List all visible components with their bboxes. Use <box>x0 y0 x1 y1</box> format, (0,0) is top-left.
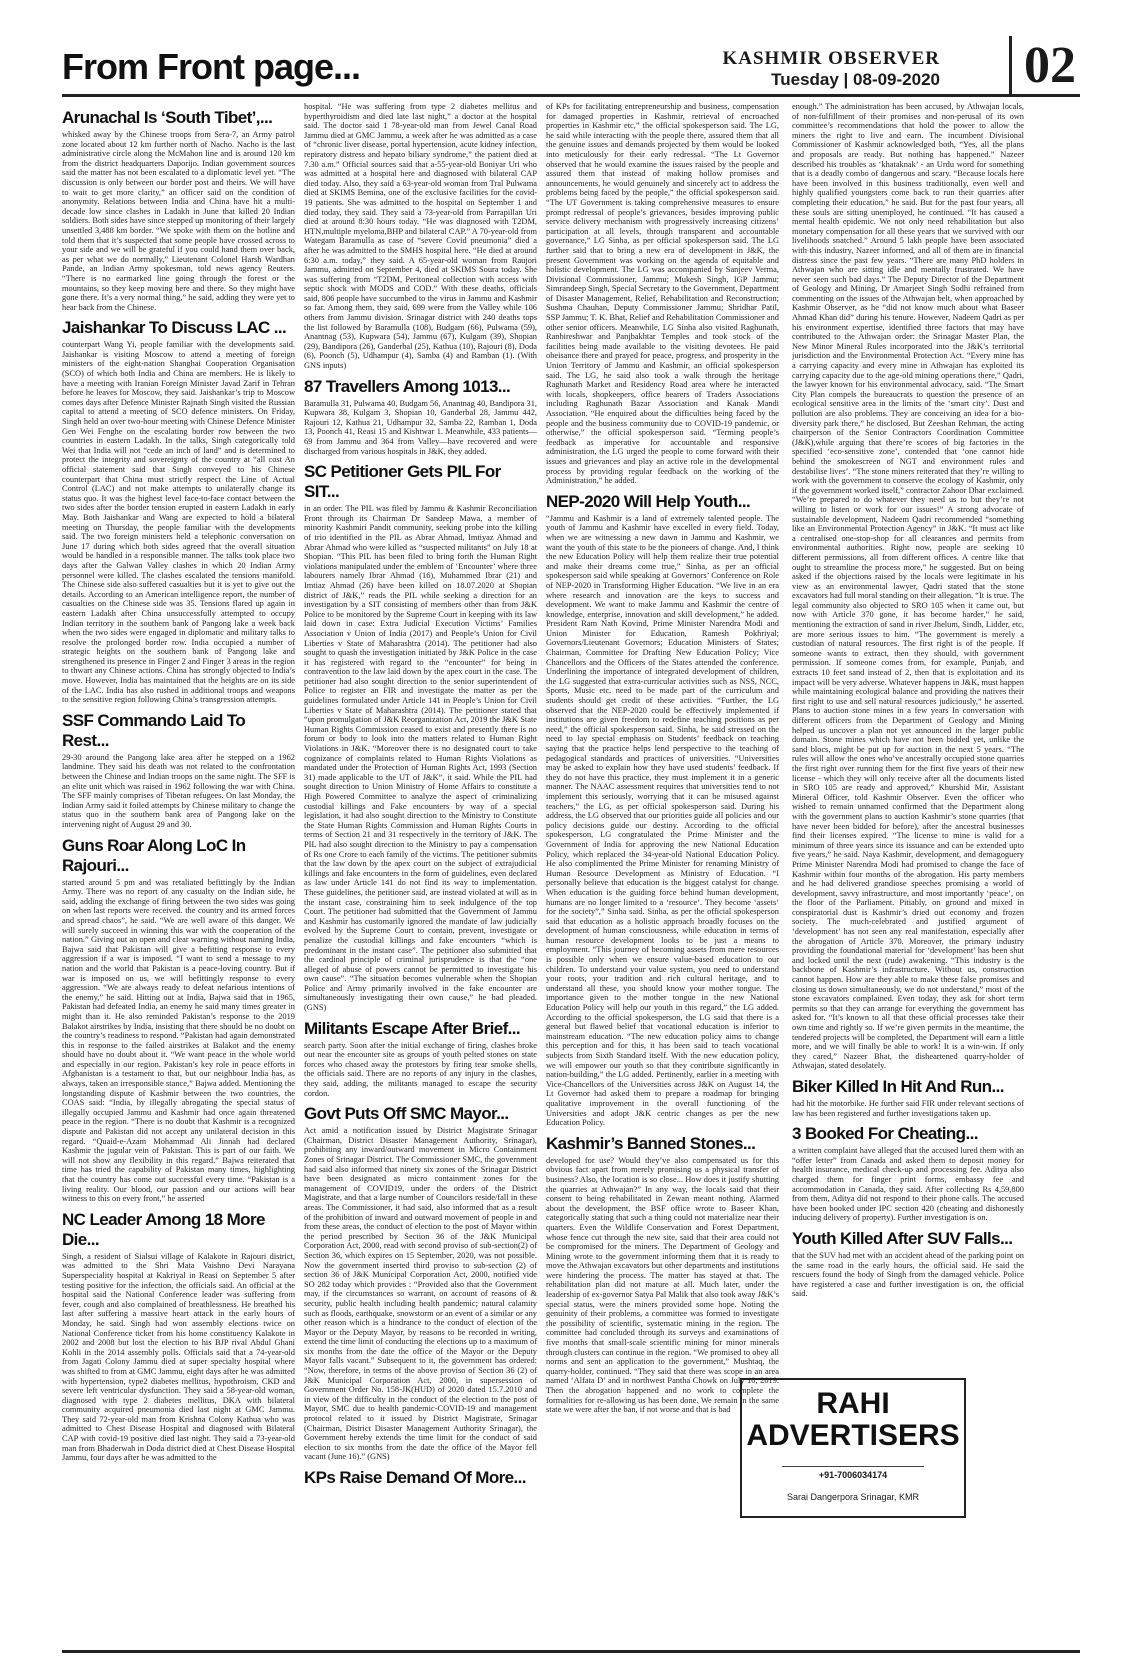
article-headline[interactable]: SSF Commando Laid To Rest... <box>62 710 246 750</box>
article-headline[interactable]: 87 Travellers Among 1013... <box>304 376 511 396</box>
article <box>304 1468 537 1488</box>
article-body: hospital. “He was suffering from type 2 diabetes mellitus and hyperthyroidism and died late last night,” a doctor at the hospital said. The doctor said 1 78-year-old man from Jewel Canal Road Jammu died at GMC Jammu, a week after he was admitted as a case of “chronic liver disease, portal hypertension, acute kidney infection, repiratory distress and hepato biliary syndrome,” the patient died at 7.30 a.m.” Official sources said that a-55-year-old Boniyar Uri who was admitted at a hospital here and diagnosed with bilateral CAP died today. Also, they said a 63-year-old woman from Tral Pulwama died at SKIMS Bemina, one of the exclusive facilities for the covid-19 patients. She was admitted to the hospital on September 1 and died today, they said. They said a 73-year-old from Parrapillan Uri died at around 8:30 hours today. “He was diagnosed with T2DM, HTN,multiple myeloma,BHP and bilateral CAP.” A 70-year-old from Wategam Baramulla as case of “severe Covid pneumonia” died a after he was admitted to the SMHS hospital here. “He died at around 6:30 a.m. today,” they said. A 65-year-old woman from Raujori Jammu, admitted on September 4, died at SKIMS Soura today. She was suffering from “T2DM, Peritoneal collection with access with septic shock with MODS and COD.” With these deaths, officials said, 806 people have succumbed to the virus in Jammu and Kashmir so far. Among them, they said, 699 were from the Valley while 106 others from Jammu division. Srinagar district with 240 deaths tops the list followed by Baramulla (108), Budgam (66), Pulwama (59), Anantnag (53), Kupwara (54), Jammu (67), Kulgam (39), Shopian (29), Bandipora (26), Ganderbal (25), Kathua (10), Rajouri (8), Doda (6), Poonch (5), Udhampur (4), Samba (4) and Ramban (1). (With GNS inputs) <box>304 102 537 371</box>
bottom-rule <box>62 1650 1080 1653</box>
article <box>546 492 779 1128</box>
article-headline[interactable]: KPs Raise Demand Of More... <box>304 1468 526 1487</box>
article <box>304 1104 537 1462</box>
article-headline[interactable]: SC Petitioner Gets PIL For SIT... <box>304 462 501 502</box>
article-body: 29-30 around the Pangong lake area after he stepped on a 1962 landmine. They said his death was not related to the confrontation between the Chinese and Indian troops on the same night. The SFF is an elite unit which was raised in 1962 following the war with China. The SFF mainly comprises of Tibetan refugees. On last Monday, the Indian Army said it foiled attempts by Chinese military to change the status quo in the southern bank area of Pangong lake on the intervening night of August 29 and 30. <box>62 752 295 829</box>
article-body: of KPs for facilitating entrepreneurship and business, compensation for damaged properties in Kashmir, retrieval of encroached properties in Kashmir etc,” the official spokesperson said. The LG, he said while interacting with the people there, assured them that all the genuine issues and demands projected by them would be looked into meticulously for their early redressal. “The Lt Governor observed that he would examine the issues raised by the people and assured them that instead of making hollow promises and announcements, he would genuinely and sincerely act to address the problems being faced by the people,” the official spokesperson said. “The UT Government is taking comprehensive measures to ensure prompt redressal of people’s grievances, besides improving public service delivery mechanism with progressively increasing citizens’ participation at all levels, through transparent and accountable governance,” LG Sinha, as per official spokesperson said. The LG further said that to bring a new era of development in J&K, the present Government was working on the agenda of equitable and holistic development. The LG was accompanied by Sanjeev Verma, Divisional Commissioner, Jammu; Mukesh Singh, IGP Jammu; Simrandeep Singh, Special Secretary to the Government, Department of Disaster Management, Relief, Rehabilitation and Reconstruction; Sushma Chauhan, Deputy Commissioner Jammu; Shridhar Patil, SSP Jammu; T. K. Bhat, Relief and Rehabilitation Commissioner and other senior officers. Meanwhile, LG Sinha also visited Raghunath, Ranbireshwar and Panjbakhtar Temples and took stock of the facilities being made available to the visiting devotees. He paid obeisance there and prayed for peace, progress, and prosperity in the Union Territory of Jammu and Kashmir, an official spokesperson said. The LG, he said also took a walk through the heritage Raghunath Market and Residency Road area where he interacted with locals, shopkeepers, office bearers of Traders Associations including Raghunath Bazar Association and Kanak Mandi Association. “He enquired about the difficulties being faced by the people and the business community due to COVID-19 pandemic, or otherwise,” the official spokesperson said. “Terming people’s feedback as imperative for accountable and responsive administration, the LG urged the people to come forward with their issues and grievances and play an active role in the developmental process by providing regular feedback on the working of the Administration,” he added. <box>546 102 779 486</box>
ad-business-name <box>742 1388 964 1452</box>
article <box>792 1124 1024 1223</box>
article-body: whisked away by the Chinese troops from Sera-7, an Army patrol zone located about 12 km further north of Nacho. Nacho is the last administrative circle along the McMahon line and is around 120 km from the district headquarters Daporijo. Indian government sources said the matter has not been escalated to a diplomatic level yet. “The discussion is only between our border post and theirs. We will have to wait to get more clarity,” an officer said on the condition of anonymity. Relations between India and China have hit a multi-decade low since clashes in Ladakh in June that killed 20 Indian soldiers. Both sides have since stepped up monitoring of their largely unsettled 3,488 km border. “We spoke with them on the hotline and told them that it’s suspected that some people have crossed across to your side and we will be grateful if you could hand them over back, as per what we do normally,” Lieutenant Colonel Harsh Wardhan Pande, an Indian Army spokesman, told news agency Reuters. “There is no earmarked line going through the forest or the mountains, so they keep moving here and there. So they might have gone there. It’s a very normal thing,” he said, adding they were yet to hear back from the Chinese. <box>62 130 295 312</box>
article <box>546 1134 779 1415</box>
article-headline[interactable]: Guns Roar Along LoC In Rajouri... <box>62 835 246 875</box>
article-body: in an order. The PIL was filed by Jammu & Kashmir Reconciliation Front through its Chairman Dr Sandeep Mawa, a member of minority Kashmiri Pandit community, seeking probe into the killing of trio identified in the PIL as Abrar Ahmad, Imtiyaz Ahmad and Abrar Ahmad who were killed as “suspected militants” on July 18 at Shopian. “This PIL has been filed to bring forth the Human Right violations manipulated under the emblem of ‘Encounter’ where three labourers namely Ibrar Ahmad (16), Muhammed Ibrar (21) and Imtiaz Ahmad (26) have been killed on 18.07.2020 at Shopian district of J&K,” reads the PIL while seeking a direction for an investigation by a SIT consisting of members other than from J&K Police to be monitored by the Supreme Court in keeping with its law laid down in case: Extra Judicial Execution Victims’ Families Association v Union of India (2017) and People’s Union for Civil Liberties v State of Maharashtra (2014). The petitioner had also sought to quash the investigation initiated by J&K Police in the case it has registered with regard to the “encounter” for being in contravention to the law laid down by the apex court in the case. The petitioner had also sought direction to the senior superintendent of Police to register an FIR and investigate the matter as per the guidelines formulated under Article 141 in People’s Union for Civil Liberties v State of Maharashtra (2014). The petitioner stated that “upon promulgation of J&K Reorganization Act, 2019 the J&K State Human Rights Commission ceased to exist and presently there is no forum or body to look into the matters related to Human Right Violations in J&K. “Moreover there is no designated court to take cognizance of complaints related to Human Rights Violations as mandated under the Protection of Human Rights Act, 1993 (Section 31) made applicable to the UT of J&K”, it said. While the PIL had sought direction to Union Ministry of Home Affairs to constitute a High Powered Committee to analyze the aspect of criminalizing custodial killings and Fake encounters by way of a special legislation, it had also sought direction to the Ministry to Constitute the State Human Rights Commission and Human Rights Courts in terms of Section 21 and 31 respectively in the territory of J&K. The PIL had also sought direction to the Ministry to pay a compensation of Rs one Crore to each family of the victims. The petitioner submits that the law down by the apex court on the subject of extrajudicial killings and fake encounters in the form of guidelines, even declared as law under Article 141 do not find its way to implementation. These guidelines, the petitioner said, are instead violated at will as in the instant case, constraining him to seek indulgence of the top Court. The petitioner had submitted that the Government of Jammu and Kashmir has customarily ignored the mandate of law judicially evolved by the Supreme Court to contain, prevent, investigate or penalize the custodial killings and fake encounters “which is predominant in the instant case”. The petitioner also submitted that the cardinal principle of criminal jurisprudence is that the “one alleged of abuse of powers cannot be permitted to investigate his own cause”. “The situation becomes vulnerable when the Shopian Police and Army primarily involved in the fake encounter are simultaneously investigating their own cause,” he had pleaded. (GNS) <box>304 504 537 1013</box>
column-4 <box>792 102 1024 1370</box>
article-body: had hit the motorbike. He further said FIR under relevant sections of law has been registered and further investigations taken up. <box>792 1098 1024 1118</box>
article-body: Act amid a notification issued by District Magistrate Srinagar (Chairman, District Disaster Management Authority, Srinagar), prohibiting any inward/outward movement in Micro Containment Zones of Srinagar District. The Commissioner SMC, the government had said also informed that ninety six zones of the Srinagar District have been designated as micro containment zones for the management of COVID19, under the orders of the District Magistrate, and that a large number of Councilors reside/fall in these areas. The Commissioner, it had said, also informed that as a result of the prohibition of inward and outward movement of people in and from these areas, the conduct of election to the post of Mayor within the period prescribed by Section 36 of the J&K Municipal Corporation Act, 2000, read with second proviso of sub-section(2) of Section 36, which expires on 15 September, 2020, was not possible. Now the government inserted third proviso to sub-section (2) of section 36 of J&K Municipal Corporation Act, 2000, notified vide SO 282 today which provides : “Provided also that the Government may, if the circumstances so warrant, on account of reasons of & security, public health including health pandemic; natural calamity such as floods, earthquake, snowstorm or an event of a similar or any other reason which is a hindrance to the conduct of election of the Mayor or the Deputy Mayor, by reasons to be recorded in writing, extend the time limit of conducting the elections up to a maximum of six months from the date the office of the Mayor or the Deputy Mayor falls vacant.” Subsequent to it, the government has ordered: “Now, therefore, in terms of the above proviso of Section 36 (2) of J&K Municipal Corporation Act, 2000, in supersession of Government Order No. 158-JK(HUD) of 2020 dated 15.7.2010 and in view of the difficulty in the conduct of the election to the post of Mayor, SMC due to health pandemic-COVID-19 and management protocol related to it issued by District Magistrate, Srinagar (Chairman, District Disaster Management Authority Srinagar), the Government hereby extends the time limit for the conduct of said election to six months from the date the office of the Mayor fell vacant (June 16).” (GNS) <box>304 1126 537 1462</box>
article <box>304 462 537 1012</box>
article-body: counterpart Wang Yi, people familiar with the developments said. Jaishankar is visiting Moscow to attend a meeting of foreign ministers of the eight-nation Shanghai Cooperation Organisation (SCO) of which both India and China are members. He is likely to have a meeting with Iranian Foreign Minister Javad Zarif in Tehran before he leaves for Moscow, they said. Jaishankar’s trip to Moscow comes days after Defence Minister Rajnath Singh visited the Russian capital to attend a meeting of SCO defence ministers. On Friday, Singh held an over two-hour meeting with Chinese Defence Minister Gen Wei Fenghe on the escalating border row between the two countries in eastern Ladakh. In the talks, Singh categorically told Wei that India will not “cede an inch of land” and is determined to protect the integrity and sovereignty of the country at “all cost An official statement said that Singh conveyed to his Chinese counterpart that China must strictly respect the Line of Actual Control (LAC) and not make attempts to unilaterally change its status quo. It was the highest level face-to-face contact between the two sides after the border tension erupted in eastern Ladakh in early May. Both Jaishankar and Wang are expected to hold a bilateral meeting on Thursday, the people familiar with the developments said. The two foreign ministers held a telephonic conversation on June 17 during which both sides agreed that the overall situation would be handled in a responsible manner. The talks took place two days after the Galwan Valley clashes in which 20 Indian Army personnel were killed. The clashes escalated the tensions manifold. The Chinese side also suffered casualties but it is yet to give out the details. According to an American intelligence report, the number of casualties on the Chinese side was 35. Tensions flared up again in eastern Ladakh after China unsuccessfully attempted to occupy Indian territory in the southern bank of Pangong lake a week back when the two sides were engaged in diplomatic and military talks to resolve the prolonged border row. India occupied a number of strategic heights on the southern bank of Pangong lake and strengthened its presence in Finger 2 and Finger 3 areas in the region to thwart any Chinese actions. China has strongly objected to India’s move. However, India has maintained that the heights are on its side of the LAC. India has also rushed in additional troops and weapons to the sensitive region following China’s transgression attempts. <box>62 340 295 705</box>
article <box>304 1019 537 1099</box>
ad-phone: +91-7006034174 <box>818 1470 888 1480</box>
column-1 <box>62 102 295 1650</box>
article-headline[interactable]: Biker Killed In Hit And Run... <box>792 1076 1004 1096</box>
article <box>62 711 295 830</box>
article <box>62 836 295 1204</box>
ad-name-line-2: ADVERTISERS <box>746 1419 960 1452</box>
article <box>62 108 295 312</box>
article-body: Singh, a resident of Sialsui village of Kalakote in Rajouri district, was admitted to the Shri Mata Vaishno Devi Narayana Superspeciality hospital at Kakriyal in Reasi on September 5 after testing positive for the infection, the officials said. An official at the hospital said the National Conference leader was suffering from fever, cough and also complained of breathlessness. He breathed his last after suffering a massive heart attack in the early hours of Monday, he said. Singh had won assembly elections twice on National Conference ticket from his home constituency Kalakote in 2002 and 2008 but lost the election to his BJP rival Abdul Ghani Kohli in the 2014 assembly polls. Officials said that a 74-year-old from Jagati Colony Jammu died at super specialty hospital where was shifted to from at GMC Jammu, eight days after he was admitted with hypertension, type2 diabetes mellitus, hypothroism, CKD and severe left ventricular dysfunction. They said a 58-year-old woman, diagnosed with type 2 diabetes mellitus, DKA with bilateral community acquired pneumonia died last night at GMC Jammu. They said 72-year-old man from Krishna Colony Kathua who was admitted to Chest Disease Hospital and diagnosed with Bilateral CAP with covid-19 positive died last night. They said a 73-year-old man from Bhaderwah in Doda district died at Chest Disease Hospital Jammu, four days after he was admitted to the <box>62 1251 295 1463</box>
article <box>304 377 537 457</box>
article <box>792 102 1024 1071</box>
article-body: that the SUV had met with an accident ahead of the parking point on the same road in the early hours, the official said. He said the rescuers found the body of Singh from the damaged vehicle. Police have registered a case and further investigation is on, the official said. <box>792 1250 1024 1299</box>
article-headline[interactable]: Militants Escape After Brief... <box>304 1018 520 1038</box>
rahi-advertisers-ad <box>740 1378 966 1518</box>
article <box>304 102 537 371</box>
article <box>792 1077 1024 1118</box>
article-body: enough.” The administration has been accused, by Athwajan locals, of non-fulfillment of their promises and non-perusal of its own committee’s recommendations that hold the power to allow the miners the right to live and earn. The incumbent Divisional Commissioner of Kashmir acknowledged both, “Yes, all the plans and proposals are ready. But nothing has happened.” Nazeer described his troubles as ‘khataknak’ - an Urdu word for something that is a deadly combo of dangerous and scary. “Because locals here have been involved in this business traditionally, even well and highly qualified youngsters come back to run their quarries after completing their education,” he said. But for the past four years, all these souls are sitting unemployed, he continued. “It has caused a mental health epidemic. We not only need rehabilitation but also monetary compensation for all these years that we survived with our livelihoods snatched.” Around 5 lakh people have been associated with this industry, Nazeer informed, and all of them are in financial distress since the past few years. “There are many PhD holders in Athwajan who are sitting idle and mentally frustrated. We have never seen such bad days.” The Deputy Director of the Department of Geology and Mining, Dr Amarjeet Singh Sodhi refrained from commenting on the issues of the Athwajan belt, when approached by Kashmir Observer, as he “did not know much about what Baseer Ahmad Khan did” during his tenure. However, Nadeem Qadri as per his environment expertise, identified three factors that may have contributed to the Athwajan order: the Srinagar Master Plan, the New Minor Mineral Rules incorporated into the J&K’s territorial jurisdiction and the Environmental Protection Act. “Every mine has a carrying capacity and every mine in Athwajan has exploited its carrying capacity due to the age-old mining operations there,” Qadri, the lawyer known for his environmental advocacy, said. “The Smart City Plan compels the bureaucrats to question the presence of an ecological sensitive area in the limits of the ‘smart city’. Dust and pollution are also problems. They are conceiving an idea for a bio-diversity park there,” he disclosed. But Zeeshan Rehman, the acting chairperson of the Senior Contractors Coordination Committee (J&K),while arguing that there’re scores of big factories in the specified ‘eco-sensitive zone’, contended that ‘one cannot hide behind the smokescreen of NGT and environment rules and destabilise lives’. “The stone miners reiterated that they’re willing to work with the government to conserve the ecology of Kashmir, only if the government worked itself,” contractor Zahoor Dhar exclaimed. “We’re prepared to do whatever they need us to but they’re not willing to listen or work for our issues!” A strong advocate of sustainable development, Nadeem Qadri recommended “something like an Environmental Protection Agency” in J&K. “It must act like a centralised one-stop-shop for all clearances and permits from environmental authorities. Right now, people are seeking 10 different permissions, all from different offices. A centre like that ought to streamline the process more,” he suggested. But on being asked if the objections raised by the locals were legitimate in his view as an environmental lawyer, Qadri stated that the stone excavators had full moral standing on their allegation. “It is true. The legal community also objected to SRO 105 when it came out, but now with Article 370 gone, it has become harder,” he said, mentioning the extraction of sand in river Jhelum, Sindh, Lidder, etc, are more serious issues to him. “The government is merely a custodian of natural resources. The first right is of the people. If someone wants to extract, then they should, with government permission. If someone comes from, for example, Punjab, and extracts 10 feet sand instead of 2, then that is exploitation and its impact will be very adverse. Whatever happens in J&K, must happen while maintaining ecological balance and providing the natives their first right to use and sell natural resources judiciously,” he asserted. Plans to auction stone mines in a few years In conversation with different officers from the Department of Geology and Mining helped us uncover a plan not yet announced in the larger public domain. Stone mines which have not been bidded yet, unlike the sand blocs, might be put up for auction in the next 5 years. “The rules will allow the ones who’ve ancestrally occupied stone quarries the first right over running them for the first five years of their new license - which they will only receive after all the documents listed in SRO 105 are ready and approved,” Khurshid Mir, Assistant Mineral Officer, told Kashmir Observer. Even the officer who wished to remain unnamed confirmed that the Department along with the government plans to auction Kashmir’s stone quarries (that have never been bidded for before), after the ancestral businesses find their licenses expired. “The license to mine is valid for a minimum of three years since its issuance and can be extended upto five years,” he said. Naya Kashmir, development, and demagoguery Prime Minister Narendra Modi had promised to change the face of Kashmir within four months of the abrogation. His party members and he had delivered grandiose speeches promising a world of development, savvy infrastructure, and most importantly ‘peace’, on the floor of the Parliament. Pitiably, on ground and mixed in conspiratorial dust is Kashmir’s dried out economy and frozen society. The much-celebrated and justified argument of ‘development’ has not seen any real manifestation, especially after the abrogation of Article 370. Moreover, the primary industry providing the foundational material for ‘development’ has been shut and locked until the next (rude) awakening. “This industry is the backbone of Kashmir’s infrastructure. Without us, construction cannot happen. How are they able to make these false promises and closing us down simultaneously, we do not understand,” most of the stone excavators complained. Even today, they ask for short term permits so that they can arrange for everything the government has asked for. “It’s known to all that these official processes take their own time and rightly so. If we’re given permits in the meantime, the tendered projects will be completed, the Department will earn a little more, and we will finally be able to work! It is a win-win. If only they cared,” Nazeer Bhat, the disheartened quarry-holder of Athwajan, stated desolately. <box>792 102 1024 1071</box>
article-headline[interactable]: NC Leader Among 18 More Die... <box>62 1209 265 1249</box>
column-2 <box>304 102 537 1650</box>
article-headline[interactable]: 3 Booked For Cheating... <box>792 1124 978 1144</box>
article-headline[interactable]: Kashmir’s Banned Stones... <box>546 1133 756 1153</box>
article-headline[interactable]: Youth Killed After SUV Falls... <box>792 1228 1013 1248</box>
article-headline[interactable]: Govt Puts Off SMC Mayor... <box>304 1104 509 1124</box>
ad-name-line-1: RAHI <box>816 1387 890 1420</box>
article-headline[interactable]: Arunachal Is ‘South Tibet’,... <box>62 108 273 127</box>
section-title: From Front page... <box>62 46 361 87</box>
article <box>546 102 779 486</box>
article-body: developed for use? Would they’ve also compensated us for this obvious fact apart from merely promising us a physical transfer of business? Also, the location is so close... How does it justify shutting the quarries at Athwajan?” In any way, the locals said that their consent to being rehabilitated in Zewan meant nothing. Alarmed about the development, the BSF office wrote to Baseer Khan, categorically stating that such a thing could not materialize near their quarters. Even the Wildlife Conservation and Forest Department, whose fence cut through the new site, said that their area could not be compromised for the miners. The Department of Geology and Mining wrote to the government informing them that it is ready to move the Athwajan excavators but other departments and institutions were hindering the process. The matter has stayed at that. The rehabilitation plan did not mature at all. Much later, under the leadership of ex-governor Satya Pal Malik that also took away J&K’s special status, were the miners provided some hope. Noting the genuinity of their problems, a committee was formed to investigate the possibility of scientific, systematic mining in the region. The committee had concluded through its surveys and examinations of five months that small-scale scientific mining for minor minerals through clusters can continue in the region. “We promised to obey all norms and sent an application to the government,” Mushtaq, the quarry-holder, continued. “They said that there was scope in an area named ‘Alfata D’ and in northwest Pantha Chowk on July 10, 2019. Then the abrogation happened and no work to complete the formalities for re-allowing us has been done. We remain in the same state we were after the ban, if not worse and that is bad <box>546 1155 779 1415</box>
article-body: search party. Soon after the initial exchange of firing, clashes broke out near the encounter site as groups of youth pelted stones on state forces who chased away the protestors by firing tear smoke shells, the officials said. There are no reports of any injury in the clashes, they said, adding, the militants managed to escape the security cordon. <box>304 1040 537 1098</box>
page-number: 02 <box>1009 36 1076 96</box>
article-body: started around 5 pm and was retaliated befittingly by the Indian Army. There was no report of any casualty on the Indian side, he said, adding the exchange of firing between the two sides was going on when last reports were received. the country and its armed forces and spread chaos”, he said. “We are well aware of this danger. We will surely succeed in winning this war with the cooperation of the nation.” Giving out an open and clear warning without naming India, Bajwa said that Pakistan will give a befitting response to every aggression if a war is imposed. “I want to send a message to my nation and the world that Pakistan is a peace-loving country. But if war is imposed on us, we will befittingly response to every aggression. “We are always ready to defeat nefarious intentions of the enemy,” he said. Hitting out at India, Bajwa said that in 1965, Pakistan had defeated India, an enemy he said many times greater in might than it. He also reminded Pakistan’s response to the 2019 Balakot airstrikes by India, insisting that there should be no doubt on the country’s readiness to respond. “Pakistan had again demonstrated this in response to the failed airstrikes at Balakot and the enemy should have no doubt about it. “We want peace in the whole world and especially in our region. Pakistan’s key role in peace efforts in Afghanistan is a testament to that, but our neighbour India has, as always, taken an irresponsible stance,” Bajwa added. Mentioning the longstanding dispute of Kashmir between the two countries, the COAS said: “India, by illegally abrogating the special status of illegally occupied Jammu and Kashmir had once again threatened peace in the region. “There is no doubt that Kashmir is a recognized dispute and Pakistan did not accept any unilateral decision in this regard. “Quaid-e-Azam Mohammad Ali Jinnah had declared Kashmir the jugular vein of Pakistan. This is part of our faith. We will not show any flexibility in this regard.” Bajwa reiterated that time has tried the capability of Pakistan many times, highlighting that the country has come out successful every time. “Pakistan is a living reality. Our blood, our passion and our actions will bear witness to this on every front,” he asserted <box>62 877 295 1204</box>
article <box>62 1210 295 1463</box>
paper-name: KASHMIR OBSERVER <box>722 48 940 69</box>
masthead <box>62 37 1080 97</box>
article-body: Baramulla 31, Pulwama 40, Budgam 56, Anantnag 40, Bandipora 31, Kupwara 38, Kulgam 3, Shopian 10, Ganderbal 28, Jammu 442, Rajouri 12, Kathua 21, Udhampur 32, Samba 22, Ramban 1, Doda 13, Poonch 41, Reasi 15 and Kishtwar 1. Meanwhile, 433 patients—69 from Jammu and 364 from Valley—have recovered and were discharged from various hospitals in J&K, they added. <box>304 398 537 456</box>
ad-divider <box>782 1466 924 1467</box>
issue-date: Tuesday | 08-09-2020 <box>771 70 940 89</box>
article-headline[interactable]: NEP-2020 Will Help Youth... <box>546 491 751 511</box>
article-body: a written complaint have alleged that the accused lured them with an “offer letter” from Canada and asked them to deposit money for health insurance, medical check-up and processing fee. Aditya also charged them for finger print forms, embassy fee and accommodation in Canada, they said. After collecting Rs 4,59,800 from them, Aditya did not respond to their phone calls. The accused have been booked under IPC section 420 (cheating and dishonestly inducing delivery of property). Further investigation is on. <box>792 1146 1024 1223</box>
ad-address: Sarai Dangerpora Srinagar, KMR <box>786 1492 920 1502</box>
article <box>62 318 295 705</box>
article-headline[interactable]: Jaishankar To Discuss LAC ... <box>62 318 287 338</box>
article <box>792 1229 1024 1299</box>
article-body: “Jammu and Kashmir is a land of extremely talented people. The youth of Jammu and Kashmir have excelled in every field. Today, when we are witnessing a new dawn in Jammu and Kashmir, we want the youth of this state to be the pioneers of change. And, I think the new Education Policy will help them realize their true potential and make their dreams come true,” Sinha, as per an official spokesperson said while speaking at Governors’ Conference on Role of NEP-2020 in Transforming Higher Education. “We live in an era where research and innovation are the keys to success and development. We want to make Jammu and Kashmir the centre of knowledge, enterprise, innovation and skill development,” he added. President Ram Nath Kovind, Prime Minister Narendra Modi and Union Minister for Education, Ramesh Pokhriyal; Governors/Lieutenant Governors; Education Ministers of States; Chairman, Committee for Drafting New Education Policy; Vice Chancellors and the Officers of the States attended the conference. Underlining the importance of integrated development of children, the LG suggested that extra-curricular activities such as NSS, NCC, Sports, Music etc. need to be made part of the curriculum and students should get credit of these activities. “Further, the LG observed that the NEP-2020 could be effectively implemented if institutions are given freedom to redefine teaching positions as per need,” the official spokesperson said. Sinha, he said stressed on the need to lay special emphasis on Students’ feedback on teaching saying that the practice helps lend perspective to the teaching of pedagogical standards and practices of universities. “Universities may be asked to explain how they have used students’ feedback. If they do not have this practice, they must implement it in a generic manner. The NAAC assessment requires that universities tend to not implement this seriously, worrying that it can be misused against teachers,” the LG, as per official spokesperson said. During his address, the LG observed that our priorities guide all policies and our policy decisions guide our destiny. According to the official spokesperson, LG congratulated the Prime Minister and the Government of India for approving the new National Education Policy, which replaced the 34-year-old National Education Policy. He also complimented the Prime Minister for renaming Ministry of Human Resource Development as Ministry of Education. “I personally believe that education is the biggest catalyst for change. When education is the guiding force behind human development, humans are no longer limited to a ‘resource’. They become ‘assets’ for the society”,” Sinha said. Sinha, as per the official spokesperson said that education as a holistic approach broadly focuses on the development of human consciousness, while education in terms of human resource development looks to be just a means to employment. “This journey of becoming assets from mere resources is possible only when we ensure value-based education to our children. To understand your value system, you need to understand your roots, your tradition and rich cultural heritage, and to understand all these, you should know your mother tongue. The importance given to the mother tongue in the new National Education Policy will help our youth in this regard,” the LG added. According to the official spokesperson, the LG said that there is a general but flawed belief that vocational education is inferior to mainstream education. “The new education policy aims to change this perception and for this, it has been said to teach vocational subjects from Sixth Standard itself. With the new education policy, we will empower our youth so that they contribute significantly in nation-building,” the LG added. Pertinently, earlier in a meeting with Vice-Chancellors of the Universities across J&K on August 14, the Lt Governor had asked them to prepare a roadmap for bringing qualitative improvement in the overall functioning of the Universities and adopt J&K centric changes as per the new Education Policy. <box>546 513 779 1128</box>
